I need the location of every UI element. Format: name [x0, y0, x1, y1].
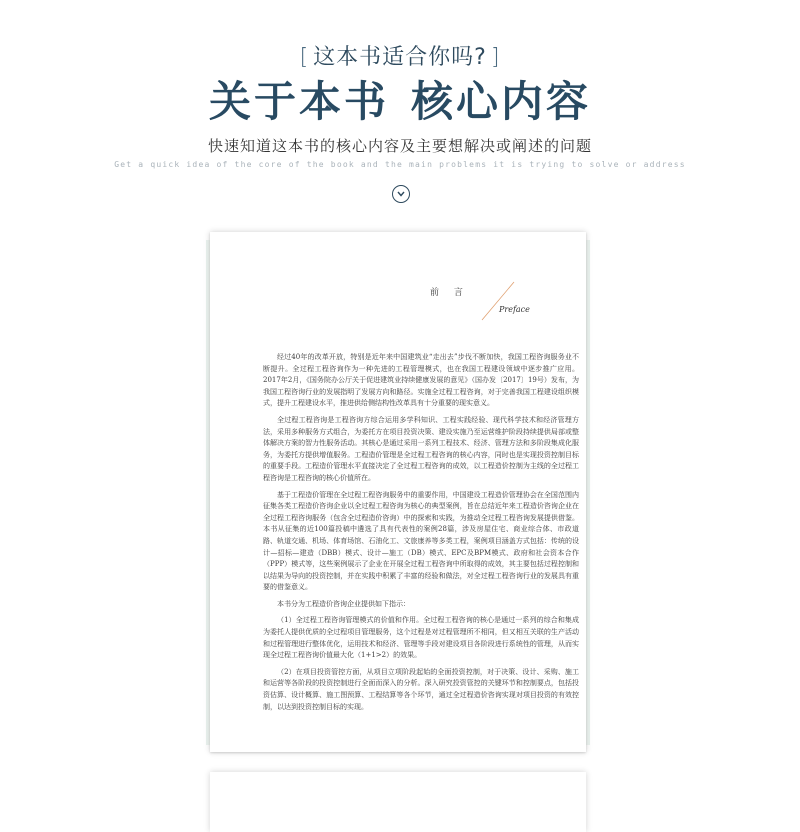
- preface-divider-line: [478, 280, 518, 322]
- tag-text: 这本书适合你吗?: [313, 45, 487, 70]
- book-page-preface: [210, 232, 586, 752]
- subtitle-chinese: 快速知道这本书的核心内容及主要想解决或阐述的问题: [207, 137, 592, 155]
- tag-bracket-open: [: [299, 45, 310, 70]
- preface-paragraph: 基于工程造价管理在全过程工程咨询服务中的重要作用，中国建设工程造价管理协会在全国范围内征集各类工程造价咨询企业以全过程工程咨询为核心的典型案例，旨在总结近年来工程造价咨询企业在全过程工程咨询服务（包含全过程造价咨询）中的探索和实践，为推动全过程工程咨询发展提供借鉴。本书从征集的近100篇投稿中遴选了具有代表性的案例28篇，涉及房屋住宅、商业综合体、市政道路、轨道交通、机场、体育场馆、石油化工、文旅康养等多类工程，案例项目涵盖方式包括：传统的设计—招标—建造（DBB）模式、设计—施工（DB）模式、EPC及BPM模式、政府和社会资本合作（PPP）模式等，这些案例展示了企业在开展全过程工程咨询中所取得的成效，其主要包括过程控制和以结果为导向的投资控制，并在实践中积累了丰富的经验和做法，对全过程工程咨询行业的发展具有重要的借鉴意义。: [263, 490, 579, 592]
- preface-heading-en: Preface: [499, 305, 530, 314]
- subtitle-english: Get a quick idea of the core of the book and the main problems it is trying to solve or address: [114, 160, 686, 169]
- title-part-1: 关于本书: [208, 77, 389, 126]
- preface-paragraph: （2）在项目投资管控方面，从项目立项阶段起始的全面投资控制，对于决策、设计、采购、施工和运营等各阶段的投资控制进行全面而深入的分析。深入研究投资管控的关键环节和控制要点，包括投资估算、设计概算、施工图预算、工程结算等各个环节，通过全过程造价咨询实现对项目投资的有效控制，以达到投资控制目标的实现。: [263, 667, 579, 711]
- scroll-down-button[interactable]: [392, 185, 410, 203]
- preface-heading-cn: 前 言: [430, 288, 469, 298]
- preface-paragraph: 全过程工程咨询是工程咨询方综合运用多学科知识、工程实践经验、现代科学技术和经济管理方法，采用多种服务方式组合，为委托方在项目投资决策、建设实施乃至运营维护阶段持续提供局部或整体解决方案的智力性服务活动。其核心是通过采用一系列工程技术、经济、管理方法和多阶段集成化服务，为委托方提供增值服务。工程造价管理是全过程工程咨询的核心内容，同时也是实现投资控制目标的重要手段。工程造价管理水平直接决定了全过程工程咨询的成效，以工程造价控制为主线的全过程工程咨询是工程咨询的核心价值所在。: [263, 415, 579, 482]
- tag-bracket-close: ]: [490, 45, 501, 70]
- preface-paragraph: （1）全过程工程咨询管理模式的价值和作用。全过程工程咨询的核心是通过一系列的综合和集成为委托人提供优质的全过程项目管理服务，这个过程是对过程管理所不相同，但又相互关联的生产活动和过程管理进行整体优化，运用技术和经济、管理等手段对建设项目各阶段进行系统性的管理，从而实现全过程工程咨询价值最大化（1+1>2）的效果。: [263, 616, 579, 660]
- page-title: [0, 74, 800, 130]
- book-page-next: [210, 772, 586, 832]
- preface-paragraph: 经过40年的改革开放，特别是近年来中国建筑业“走出去”步伐不断加快，我国工程咨询服务业不断提升。全过程工程咨询作为一种先进的工程管理模式，也在我国工程建设领域中逐步推广应用。2017年2月，《国务院办公厅关于促进建筑业持续健康发展的意见》（国办发〔2017〕19号）发布，为我国工程咨询行业的发展指明了发展方向和路径。实施全过程工程咨询，对于完善我国工程建设组织模式，提升工程建设水平，推进供给侧结构性改革具有十分重要的现实意义。: [263, 353, 579, 408]
- chevron-down-icon: [396, 189, 406, 199]
- preface-paragraph: 本书分为工程造价咨询企业提供如下指示：: [277, 599, 410, 608]
- preface-body: [263, 352, 579, 718]
- title-part-2: 核心内容: [411, 77, 592, 126]
- section-tag: [0, 40, 800, 71]
